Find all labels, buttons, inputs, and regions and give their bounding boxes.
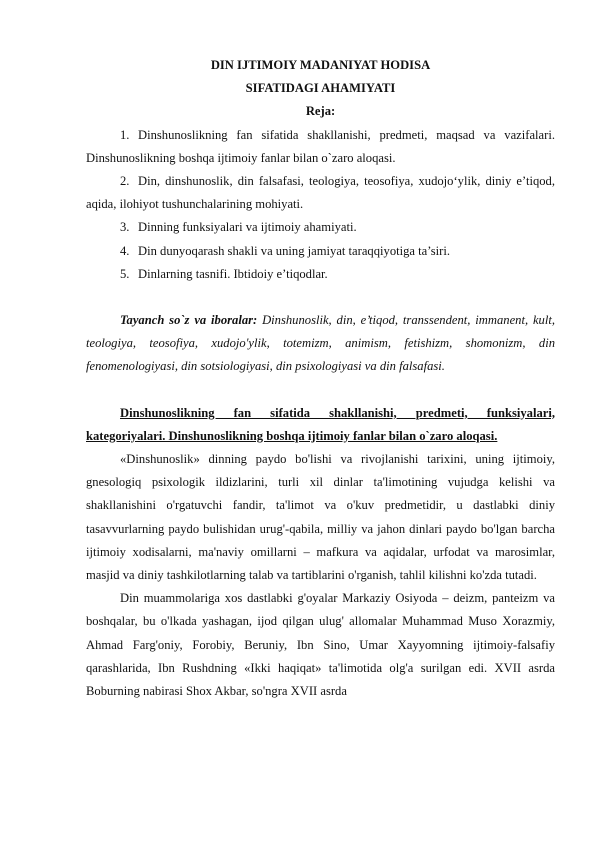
plan-heading: Reja:: [305, 104, 336, 119]
plan-item-text: Din, dinshunoslik, din falsafasi, teologiya, teosofiya, xudojo‘ylik, diniy e’tiqod, aqida, ilohiyot tushunchalarining mohiyati.: [86, 174, 555, 212]
plan-item-number: 4.: [120, 243, 130, 258]
plan-item: [86, 240, 555, 263]
body-paragraph-2: Din muammolariga xos dastlabki g'oyalar Markaziy Osiyoda – deizm, panteizm va boshqalar, bu o'lkada yashagan, ijod qilgan ulug' allomalar Muhammad Muso Xorazmiy, Ahmad Farg'oniy, Forobiy, Beruniy, Ibn Sino, Umar Xayyomning ijtimoiy-falsafiy qarashlarida, Ibn Rushdning «Ikki haqiqat» ta'limotida olg'a surilgan edi. XVII asrda Boburning nabirasi Shox Akbar, so'ngra XVII asrda: [86, 591, 555, 699]
plan-item: [86, 124, 555, 170]
keywords-text: Dinshunoslik, din, e’tiqod, transsendent, immanent, kult, teologiya, teosofiya, xudojo'ylik, totemizm, animism, fetishizm, shomonizm, din fenomenologiyasi, din sotsiologiyasi, din psixologiyasi va din falsafasi.: [86, 313, 555, 374]
plan-item-text: Dinning funksiyalari va ijtimoiy ahamiyati.: [138, 220, 357, 235]
document-body: [86, 54, 555, 703]
blank-line: [86, 286, 555, 309]
plan-item-number: 5.: [120, 266, 130, 281]
plan-item-text: Dinlarning tasnifi. Ibtidoiy e’tiqodlar.: [138, 266, 328, 281]
section-heading: Dinshunoslikning fan sifatida shakllanishi, predmeti, funksiyalari, kategoriyalari. Dinshunoslikning boshqa ijtimoiy fanlar bilan o`zaro aloqasi.: [86, 405, 555, 443]
plan-item-text: Din dunyoqarash shakli va uning jamiyat taraqqiyotiga ta’siri.: [138, 243, 450, 258]
plan-item: [86, 263, 555, 286]
blank-line: [86, 379, 555, 402]
plan-item-text: Dinshunoslikning fan sifatida shakllanishi, predmeti, maqsad va vazifalari. Dinshunoslikning boshqa ijtimoiy fanlar bilan o`zaro aloqasi.: [86, 127, 555, 165]
plan-item-number: 2.: [120, 174, 130, 189]
plan-item: [86, 216, 555, 239]
keywords-label: Tayanch so`z va iboralar:: [120, 313, 258, 328]
title-line-1: DIN IJTIMOIY MADANIYAT HODISA: [210, 58, 431, 72]
body-paragraph-1: «Dinshunoslik» dinning paydo bo'lishi va rivojlanishi tarixini, uning ijtimoiy, gnesologiq psixologik ildizlarini, turli xil dinlar ta'limotining vujudga kelishi va shakllanishini o'rgatuvchi fandir, ta'limot va o'kuv predmetidir, u dastlabki diniy tasavvurlarning paydo bulishidan urug'-qabila, milliy va jahon dinlari paydo bo'lgan barcha ijtimoiy xodisalarni, ma'naviy omillarni – mafkura va aqidalar, urfodat va marosimlar, masjid va diniy tashkilotlarning talab va tartiblarini o'rganish, tahlil kilishni ko'zda tutadi.: [86, 452, 555, 583]
keywords-paragraph: [86, 309, 555, 379]
plan-item-number: 1.: [120, 127, 130, 142]
title-line-2: SIFATIDAGI AHAMIYATI: [245, 81, 396, 96]
plan-item: [86, 170, 555, 216]
plan-item-number: 3.: [120, 220, 130, 235]
